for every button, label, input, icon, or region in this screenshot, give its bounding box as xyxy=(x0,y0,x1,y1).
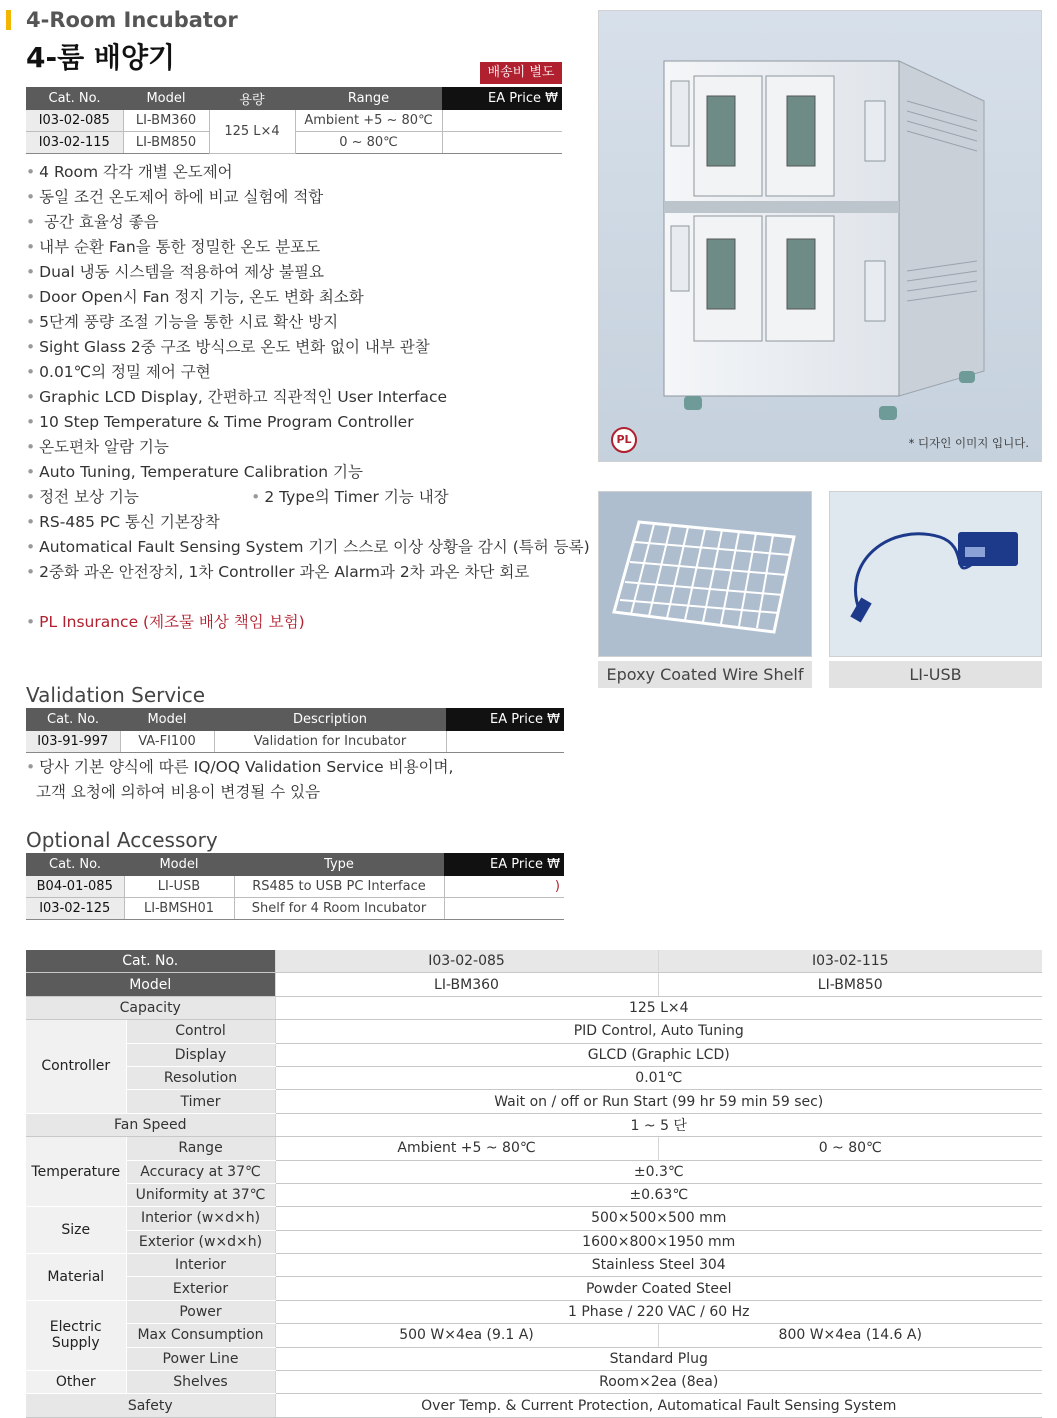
col-description: Description xyxy=(214,708,446,731)
list-item: • Automatical Fault Sensing System 기기 스스로 이상 상황을 감시 (특허 등록) xyxy=(26,538,590,556)
table-row xyxy=(26,1043,1042,1066)
col-capacity: 용량 xyxy=(209,87,295,110)
table-row xyxy=(26,996,1042,1019)
spec-label: Fan Speed xyxy=(26,1113,275,1136)
spec-value: ±0.3℃ xyxy=(275,1160,1042,1183)
cell-model: LI-BM850 xyxy=(123,132,209,154)
spec-value: I03-02-085 xyxy=(275,950,658,973)
spec-value: 500 W×4ea (9.1 A) xyxy=(275,1324,658,1347)
col-price: EA Price ₩ xyxy=(446,708,564,731)
validation-table xyxy=(26,708,564,753)
col-cat: Cat. No. xyxy=(26,708,120,731)
table-row xyxy=(26,1160,1042,1183)
spec-label: Resolution xyxy=(126,1066,275,1089)
spec-label: Exterior (w×d×h) xyxy=(126,1230,275,1253)
cell-price xyxy=(442,110,562,132)
accessory-title: Optional Accessory xyxy=(26,828,218,852)
table-row xyxy=(26,1394,1042,1417)
spec-value: 0 ~ 80℃ xyxy=(658,1137,1042,1160)
spec-group-label: Temperature xyxy=(26,1137,126,1207)
cell-capacity: 125 L×4 xyxy=(209,110,295,154)
spec-group-label: Material xyxy=(26,1254,126,1301)
spec-group-label: Controller xyxy=(26,1020,126,1114)
cell-cat: B04-01-085 xyxy=(26,876,124,898)
list-item: • Door Open시 Fan 정지 기능, 온도 변화 최소화 xyxy=(26,288,364,306)
col-type: Type xyxy=(234,853,444,876)
spec-label: Safety xyxy=(26,1394,275,1417)
spec-value: 500×500×500 mm xyxy=(275,1207,1042,1230)
list-item: • Graphic LCD Display, 간편하고 직관적인 User Interface xyxy=(26,388,448,406)
table-row xyxy=(26,1324,1042,1347)
list-item: • Dual 냉동 시스템을 적용하여 제상 불필요 xyxy=(26,263,324,281)
cell-price xyxy=(444,898,564,920)
col-cat: Cat. No. xyxy=(26,87,123,110)
page-title-ko: 4-룸 배양기 xyxy=(26,41,176,74)
col-cat: Cat. No. xyxy=(26,853,124,876)
list-item: • 정전 보상 기능 • 2 Type의 Timer 기능 내장 xyxy=(26,488,449,506)
table-row xyxy=(26,1113,1042,1136)
wire-shelf-caption: Epoxy Coated Wire Shelf xyxy=(598,661,812,688)
table-row xyxy=(26,1066,1042,1089)
usb-cable-photo xyxy=(829,491,1042,657)
spec-label: Timer xyxy=(126,1090,275,1113)
table-row xyxy=(26,1371,1042,1394)
table-row xyxy=(26,1137,1042,1160)
title-accent-bar xyxy=(6,10,11,30)
spec-label: Accuracy at 37℃ xyxy=(126,1160,275,1183)
spec-value: 800 W×4ea (14.6 A) xyxy=(658,1324,1042,1347)
table-row xyxy=(26,973,1042,996)
spec-label: Cat. No. xyxy=(26,950,275,973)
incubator-illustration xyxy=(599,11,1041,461)
spec-label: Uniformity at 37℃ xyxy=(126,1183,275,1206)
table-row xyxy=(26,1254,1042,1277)
spec-label: Model xyxy=(26,973,275,996)
wire-shelf-photo xyxy=(598,491,812,657)
col-model: Model xyxy=(123,87,209,110)
validation-note: • 당사 기본 양식에 따른 IQ/OQ Validation Service 비용이며, 고객 요청에 의하여 비용이 변경될 수 있음 xyxy=(26,758,454,801)
list-item: • RS-485 PC 통신 기본장착 xyxy=(26,513,220,531)
spec-value: Over Temp. & Current Protection, Automatical Fault Sensing System xyxy=(275,1394,1042,1417)
spec-label: Exterior xyxy=(126,1277,275,1300)
table-row xyxy=(26,1230,1042,1253)
spec-label: Range xyxy=(126,1137,275,1160)
accessory-table xyxy=(26,853,564,920)
spec-label: Interior (w×d×h) xyxy=(126,1207,275,1230)
spec-value: ±0.63℃ xyxy=(275,1183,1042,1206)
validation-title: Validation Service xyxy=(26,683,206,707)
design-note: * 디자인 이미지 입니다. xyxy=(908,436,1029,450)
list-item: • 온도편차 알람 기능 xyxy=(26,438,169,456)
spec-label: Max Consumption xyxy=(126,1324,275,1347)
cell-type: Shelf for 4 Room Incubator xyxy=(234,898,444,920)
cell-cat: I03-91-997 xyxy=(26,731,120,753)
page-title-en: 4-Room Incubator xyxy=(26,8,238,32)
col-model: Model xyxy=(120,708,214,731)
spec-label: Shelves xyxy=(126,1371,275,1394)
table-row xyxy=(26,1020,1042,1043)
spec-label: Power xyxy=(126,1300,275,1323)
spec-value: Wait on / off or Run Start (99 hr 59 min 59 sec) xyxy=(275,1090,1042,1113)
col-price: EA Price ₩ xyxy=(442,87,562,110)
list-item: • 0.01℃의 정밀 제어 구현 xyxy=(26,363,211,381)
list-item: • 2중화 과온 안전장치, 1차 Controller 과온 Alarm과 2차 과온 차단 회로 xyxy=(26,563,530,581)
spec-value: LI-BM360 xyxy=(275,973,658,996)
feature-list xyxy=(26,160,590,585)
spec-value: Powder Coated Steel xyxy=(275,1277,1042,1300)
cell-description: Validation for Incubator xyxy=(214,731,446,753)
wire-shelf-icon xyxy=(599,492,811,656)
shipping-badge: 배송비 별도 xyxy=(480,62,562,84)
table-row xyxy=(26,731,564,753)
col-price: EA Price ₩ xyxy=(444,853,564,876)
usb-caption: LI-USB xyxy=(829,661,1042,688)
table-row xyxy=(26,1300,1042,1323)
incubator-photo xyxy=(598,10,1042,462)
cell-model: VA-FI100 xyxy=(120,731,214,753)
spec-label: Capacity xyxy=(26,996,275,1019)
spec-value: LI-BM850 xyxy=(658,973,1042,996)
cell-cat: I03-02-125 xyxy=(26,898,124,920)
spec-value: 1 Phase / 220 VAC / 60 Hz xyxy=(275,1300,1042,1323)
list-item: • 5단계 풍량 조절 기능을 통한 시료 확산 방지 xyxy=(26,313,339,331)
cell-model: LI-BMSH01 xyxy=(124,898,234,920)
cell-range: 0 ~ 80℃ xyxy=(295,132,442,154)
cell-price: ) xyxy=(444,876,564,898)
table-row xyxy=(26,1090,1042,1113)
spec-value: GLCD (Graphic LCD) xyxy=(275,1043,1042,1066)
cell-model: LI-USB xyxy=(124,876,234,898)
list-item: • Auto Tuning, Temperature Calibration 기능 xyxy=(26,463,363,481)
list-item: • 10 Step Temperature & Time Program Controller xyxy=(26,413,414,431)
cell-cat: I03-02-115 xyxy=(26,132,123,154)
table-row xyxy=(26,898,564,920)
table-row xyxy=(26,950,1042,973)
list-item: • 내부 순환 Fan을 통한 정밀한 온도 분포도 xyxy=(26,238,321,256)
usb-cable-icon xyxy=(830,492,1041,656)
col-model: Model xyxy=(124,853,234,876)
cell-price xyxy=(446,731,564,753)
cell-cat: I03-02-085 xyxy=(26,110,123,132)
spec-group-label: Other xyxy=(26,1371,126,1394)
spec-value: 1600×800×1950 mm xyxy=(275,1230,1042,1253)
table-row xyxy=(26,1347,1042,1370)
spec-group-label: Electric Supply xyxy=(26,1300,126,1370)
spec-label: Power Line xyxy=(126,1347,275,1370)
spec-value: Ambient +5 ~ 80℃ xyxy=(275,1137,658,1160)
list-item: • Sight Glass 2중 구조 방식으로 온도 변화 없이 내부 관찰 xyxy=(26,338,430,356)
spec-value: Standard Plug xyxy=(275,1347,1042,1370)
table-row xyxy=(26,1277,1042,1300)
spec-value: Stainless Steel 304 xyxy=(275,1254,1042,1277)
spec-label: Control xyxy=(126,1020,275,1043)
list-item: • 공간 효율성 좋음 xyxy=(26,213,159,231)
table-row xyxy=(26,110,562,132)
spec-value: Room×2ea (8ea) xyxy=(275,1371,1042,1394)
spec-table xyxy=(26,950,1042,1418)
pl-logo: PL xyxy=(611,427,637,453)
spec-label: Display xyxy=(126,1043,275,1066)
spec-value: I03-02-115 xyxy=(658,950,1042,973)
product-table xyxy=(26,87,562,154)
spec-value: 0.01℃ xyxy=(275,1066,1042,1089)
cell-range: Ambient +5 ~ 80℃ xyxy=(295,110,442,132)
table-row xyxy=(26,876,564,898)
spec-value: 125 L×4 xyxy=(275,996,1042,1019)
col-range: Range xyxy=(295,87,442,110)
list-item: • 동일 조건 온도제어 하에 비교 실험에 적합 xyxy=(26,188,324,206)
spec-value: 1 ~ 5 단 xyxy=(275,1113,1042,1136)
spec-value: PID Control, Auto Tuning xyxy=(275,1020,1042,1043)
pl-insurance-note: • PL Insurance (제조물 배상 책임 보험) xyxy=(26,613,305,631)
table-row xyxy=(26,1207,1042,1230)
table-row xyxy=(26,1183,1042,1206)
cell-price xyxy=(442,132,562,154)
spec-label: Interior xyxy=(126,1254,275,1277)
cell-type: RS485 to USB PC Interface xyxy=(234,876,444,898)
list-item: • 4 Room 각각 개별 온도제어 xyxy=(26,163,233,181)
cell-model: LI-BM360 xyxy=(123,110,209,132)
spec-group-label: Size xyxy=(26,1207,126,1254)
